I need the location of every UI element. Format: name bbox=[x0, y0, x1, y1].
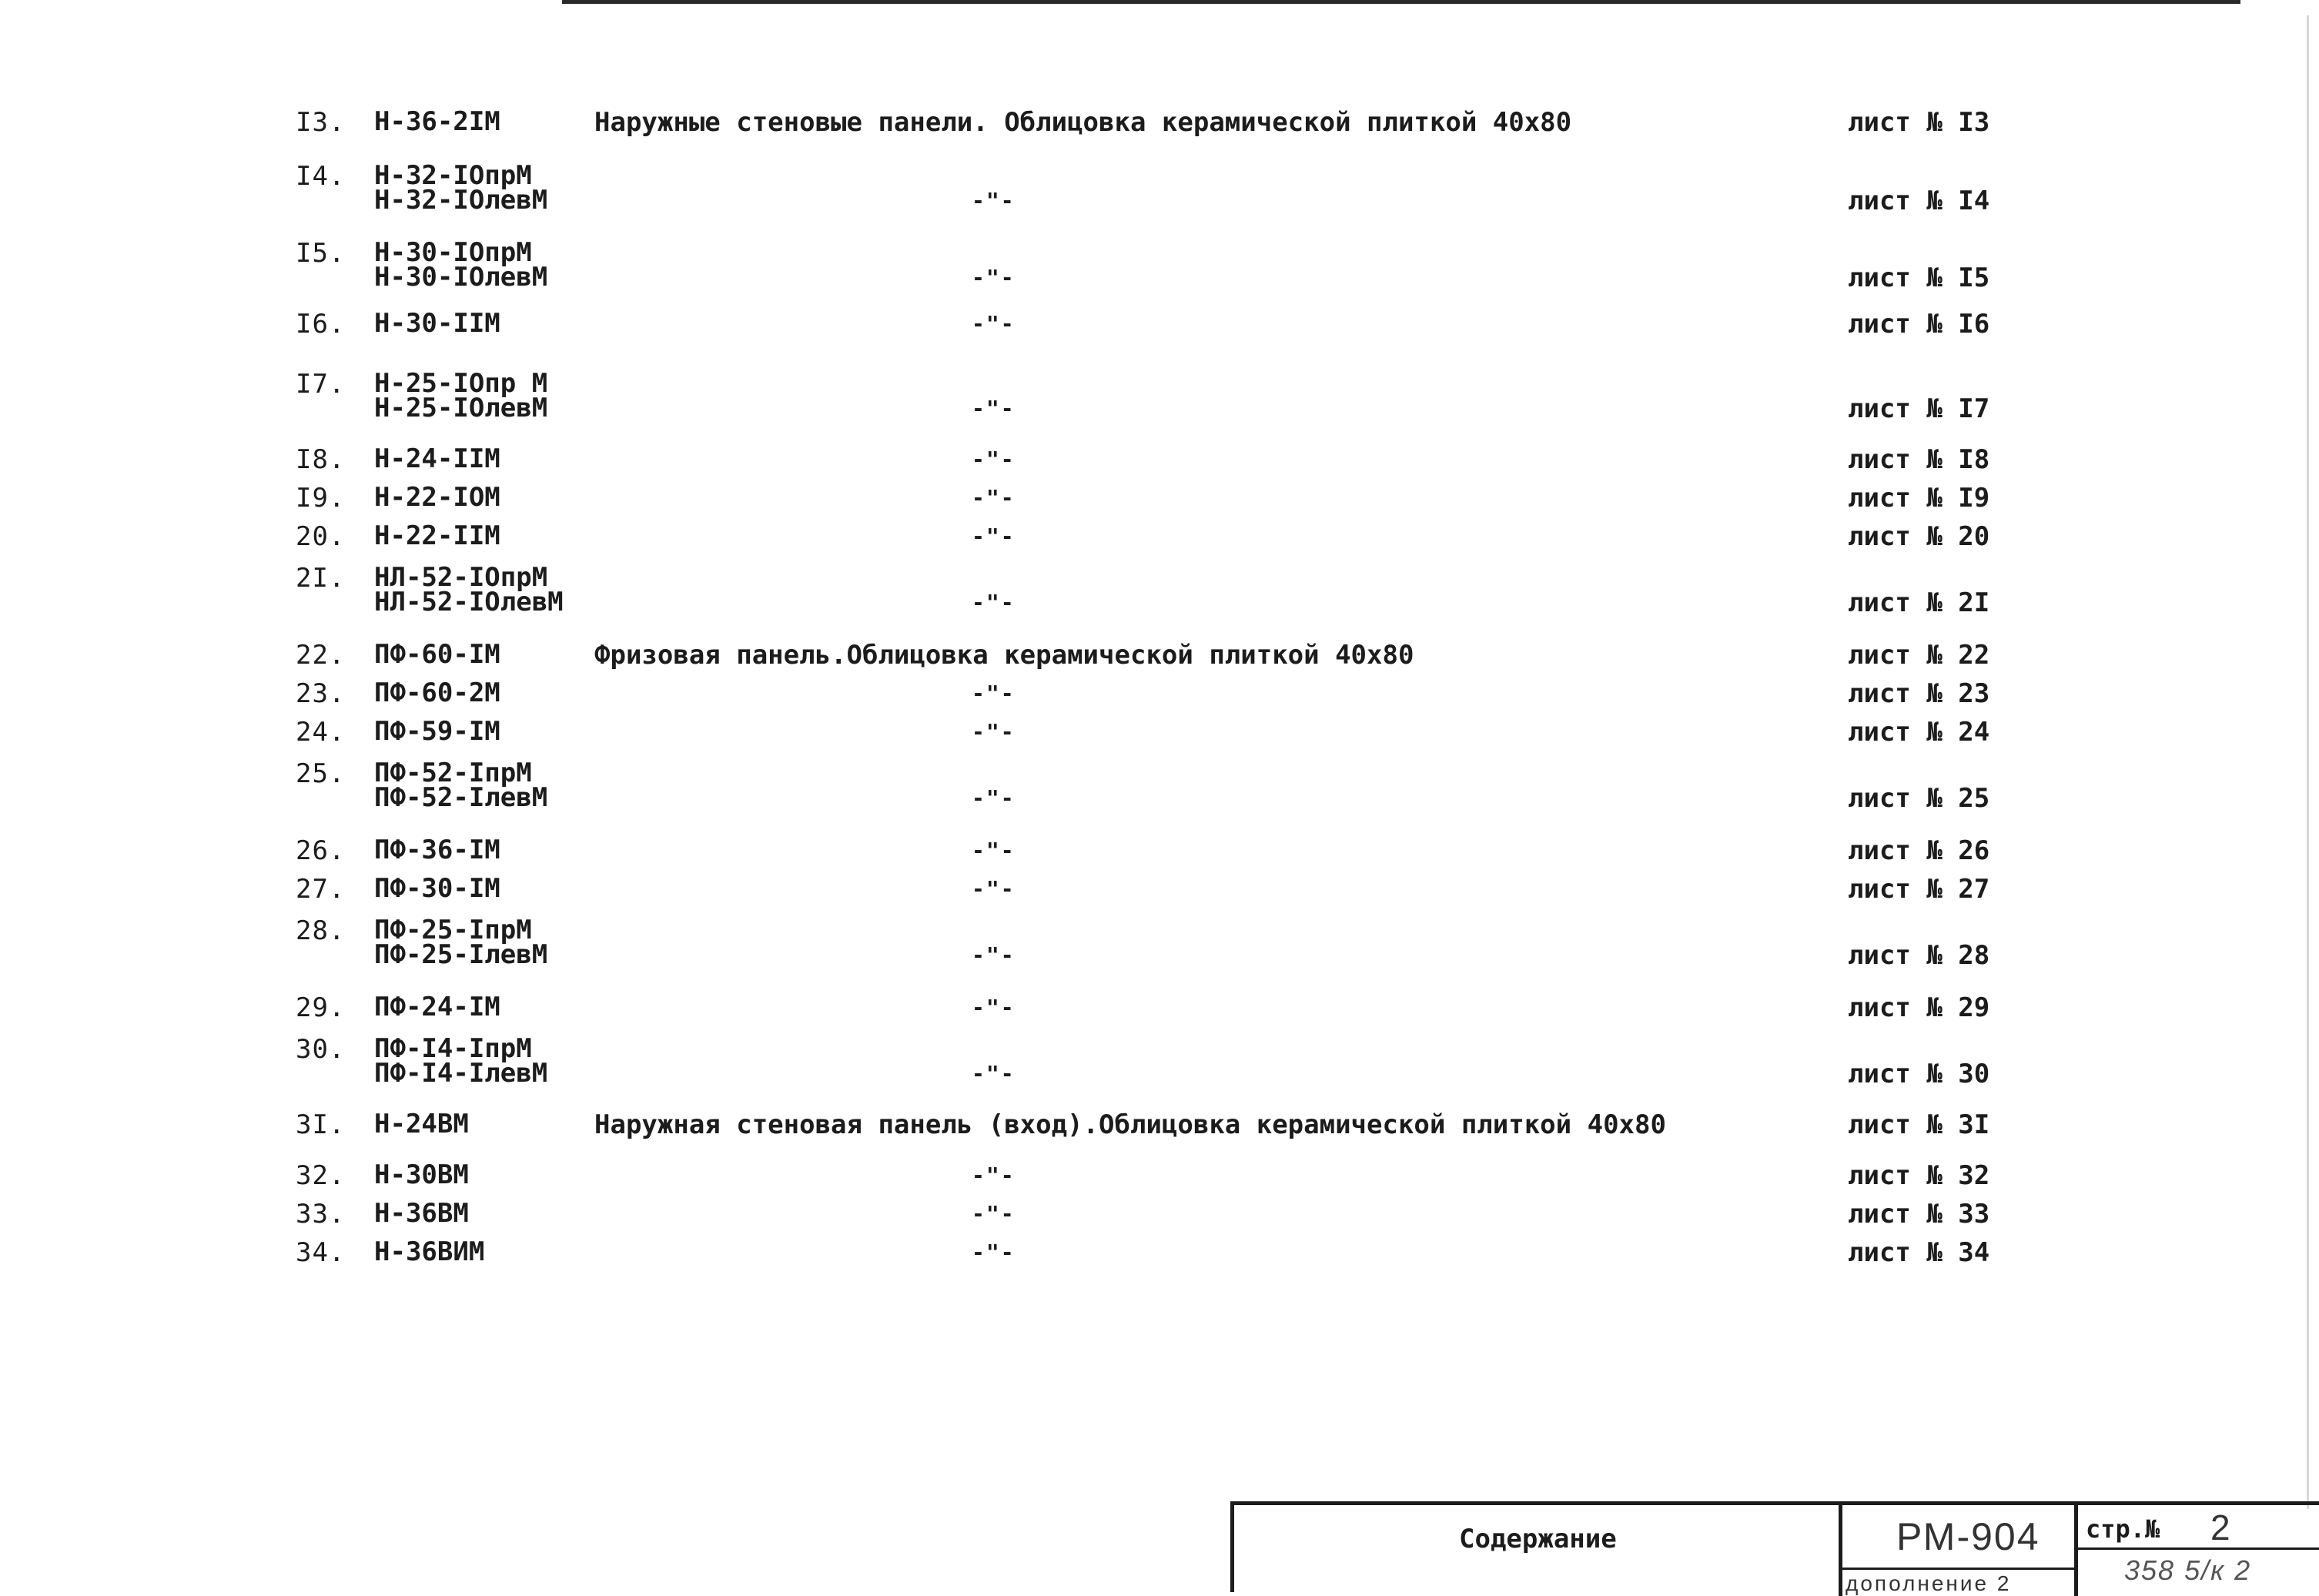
item-description: Наружные стеновые панели. Облицовка керамической плиткой 40х80 bbox=[594, 107, 1572, 138]
sheet-reference: лист № 22 bbox=[1848, 640, 1990, 671]
sheet-reference: лист № 30 bbox=[1848, 1059, 1990, 1089]
item-number: 25. bbox=[296, 758, 346, 789]
item-number: 33. bbox=[296, 1199, 346, 1230]
panel-mark: НЛ-52-IОпрМ НЛ-52-IОлевМ bbox=[374, 562, 564, 617]
panel-mark: ПФ-59-IМ bbox=[374, 716, 500, 747]
item-number: 2I. bbox=[296, 563, 346, 594]
sheet-reference: лист № I8 bbox=[1848, 444, 1990, 475]
supplement-label: дополнение 2 bbox=[1845, 1571, 2012, 1595]
panel-mark: ПФ-36-IМ bbox=[374, 835, 500, 865]
sheet-reference: лист № 27 bbox=[1848, 874, 1990, 905]
item-description: -"- bbox=[972, 719, 1016, 744]
panel-mark: ПФ-I4-IпрМ ПФ-I4-IлевМ bbox=[374, 1033, 548, 1089]
page-number: 2 bbox=[2210, 1507, 2230, 1547]
item-number: I3. bbox=[296, 107, 346, 138]
panel-mark: Н-24ВМ bbox=[374, 1109, 469, 1139]
panel-mark: Н-30ВМ bbox=[374, 1159, 469, 1190]
item-description: -"- bbox=[972, 265, 1016, 290]
panel-mark: Н-25-IОпр М Н-25-IОлевМ bbox=[374, 368, 548, 423]
item-description: -"- bbox=[972, 942, 1016, 968]
sheet-reference: лист № I4 bbox=[1848, 186, 1990, 216]
panel-mark: Н-32-IОпрМ Н-32-IОлевМ bbox=[374, 160, 548, 216]
stamp-title: Содержание bbox=[1459, 1524, 1617, 1554]
sheet-reference: лист № 28 bbox=[1848, 940, 1990, 971]
sheet-reference: лист № 32 bbox=[1848, 1160, 1990, 1191]
title-block-stamp bbox=[1230, 1501, 2319, 1595]
panel-mark: Н-30-IОпрМ Н-30-IОлевМ bbox=[374, 237, 548, 293]
sheet-reference: лист № 26 bbox=[1848, 835, 1990, 866]
sheet-reference: лист № 3I bbox=[1848, 1109, 1990, 1140]
panel-mark: ПФ-60-IМ bbox=[374, 639, 500, 670]
sheet-reference: лист № I7 bbox=[1848, 393, 1990, 424]
panel-mark: Н-36-2IМ bbox=[374, 106, 500, 137]
panel-mark: Н-36ВМ bbox=[374, 1198, 469, 1229]
page-label: стр.№ bbox=[2086, 1514, 2160, 1544]
item-number: I5. bbox=[296, 238, 346, 269]
panel-mark: Н-36ВИМ bbox=[374, 1236, 485, 1267]
sheet-reference: лист № 29 bbox=[1848, 992, 1990, 1023]
stamp-inventory-cell bbox=[2078, 1550, 2319, 1596]
item-number: 23. bbox=[296, 678, 346, 709]
sheet-reference: лист № 24 bbox=[1848, 717, 1990, 748]
item-number: 26. bbox=[296, 835, 346, 866]
panel-mark: Н-22-IОМ bbox=[374, 482, 500, 513]
item-description: Наружная стеновая панель (вход).Облицовка керамической плиткой 40х80 bbox=[594, 1109, 1666, 1140]
sheet-reference: лист № 33 bbox=[1848, 1199, 1990, 1230]
item-number: 22. bbox=[296, 640, 346, 671]
item-description: -"- bbox=[972, 785, 1016, 811]
item-description: -"- bbox=[972, 188, 1016, 213]
sheet-reference: лист № I5 bbox=[1848, 263, 1990, 293]
stamp-page-cell bbox=[2078, 1505, 2319, 1550]
item-description: -"- bbox=[972, 396, 1016, 421]
item-number: 24. bbox=[296, 717, 346, 748]
item-description: -"- bbox=[972, 1201, 1016, 1226]
panel-mark: Н-24-IIМ bbox=[374, 443, 500, 474]
panel-mark: ПФ-24-IМ bbox=[374, 992, 500, 1022]
item-description: -"- bbox=[972, 447, 1016, 472]
sheet-reference: лист № 23 bbox=[1848, 678, 1990, 709]
item-description: -"- bbox=[972, 524, 1016, 549]
item-description: -"- bbox=[972, 590, 1016, 615]
item-description: -"- bbox=[972, 311, 1016, 336]
item-number: 29. bbox=[296, 992, 346, 1023]
item-number: I4. bbox=[296, 161, 346, 192]
sheet-reference: лист № I3 bbox=[1848, 107, 1990, 138]
item-description: -"- bbox=[972, 995, 1016, 1020]
inventory-number: 358 5/к 2 bbox=[2124, 1554, 2252, 1586]
item-number: I6. bbox=[296, 309, 346, 340]
item-number: 20. bbox=[296, 521, 346, 552]
sheet-reference: лист № 20 bbox=[1848, 521, 1990, 552]
item-number: I9. bbox=[296, 483, 346, 514]
item-number: 34. bbox=[296, 1237, 346, 1268]
sheet-reference: лист № I6 bbox=[1848, 309, 1990, 340]
item-number: I8. bbox=[296, 444, 346, 475]
item-description: -"- bbox=[972, 1240, 1016, 1265]
panel-mark: Н-22-IIМ bbox=[374, 520, 500, 551]
panel-mark: ПФ-30-IМ bbox=[374, 873, 500, 904]
sheet-reference: лист № 34 bbox=[1848, 1237, 1990, 1268]
stamp-code-cell bbox=[1842, 1505, 2078, 1570]
item-description: -"- bbox=[972, 838, 1016, 863]
item-description: -"- bbox=[972, 485, 1016, 510]
item-number: 28. bbox=[296, 915, 346, 946]
item-description: -"- bbox=[972, 681, 1016, 706]
stamp-title-cell bbox=[1234, 1505, 1842, 1596]
item-number: 32. bbox=[296, 1160, 346, 1191]
item-description: -"- bbox=[972, 1163, 1016, 1188]
panel-mark: ПФ-60-2М bbox=[374, 678, 500, 708]
item-number: 27. bbox=[296, 874, 346, 905]
item-description: -"- bbox=[972, 1061, 1016, 1086]
item-number: 3I. bbox=[296, 1109, 346, 1140]
panel-mark: ПФ-52-IпрМ ПФ-52-IлевМ bbox=[374, 758, 548, 813]
sheet-reference: лист № 2I bbox=[1848, 587, 1990, 618]
sheet-reference: лист № 25 bbox=[1848, 783, 1990, 814]
item-number: 30. bbox=[296, 1034, 346, 1065]
panel-mark: Н-30-IIМ bbox=[374, 308, 500, 339]
sheet-reference: лист № I9 bbox=[1848, 483, 1990, 514]
document-code: РМ-904 bbox=[1896, 1515, 2040, 1558]
item-description: -"- bbox=[972, 876, 1016, 902]
item-description: Фризовая панель.Облицовка керамической плиткой 40х80 bbox=[594, 640, 1414, 671]
item-number: I7. bbox=[296, 369, 346, 400]
panel-mark: ПФ-25-IпрМ ПФ-25-IлевМ bbox=[374, 915, 548, 970]
